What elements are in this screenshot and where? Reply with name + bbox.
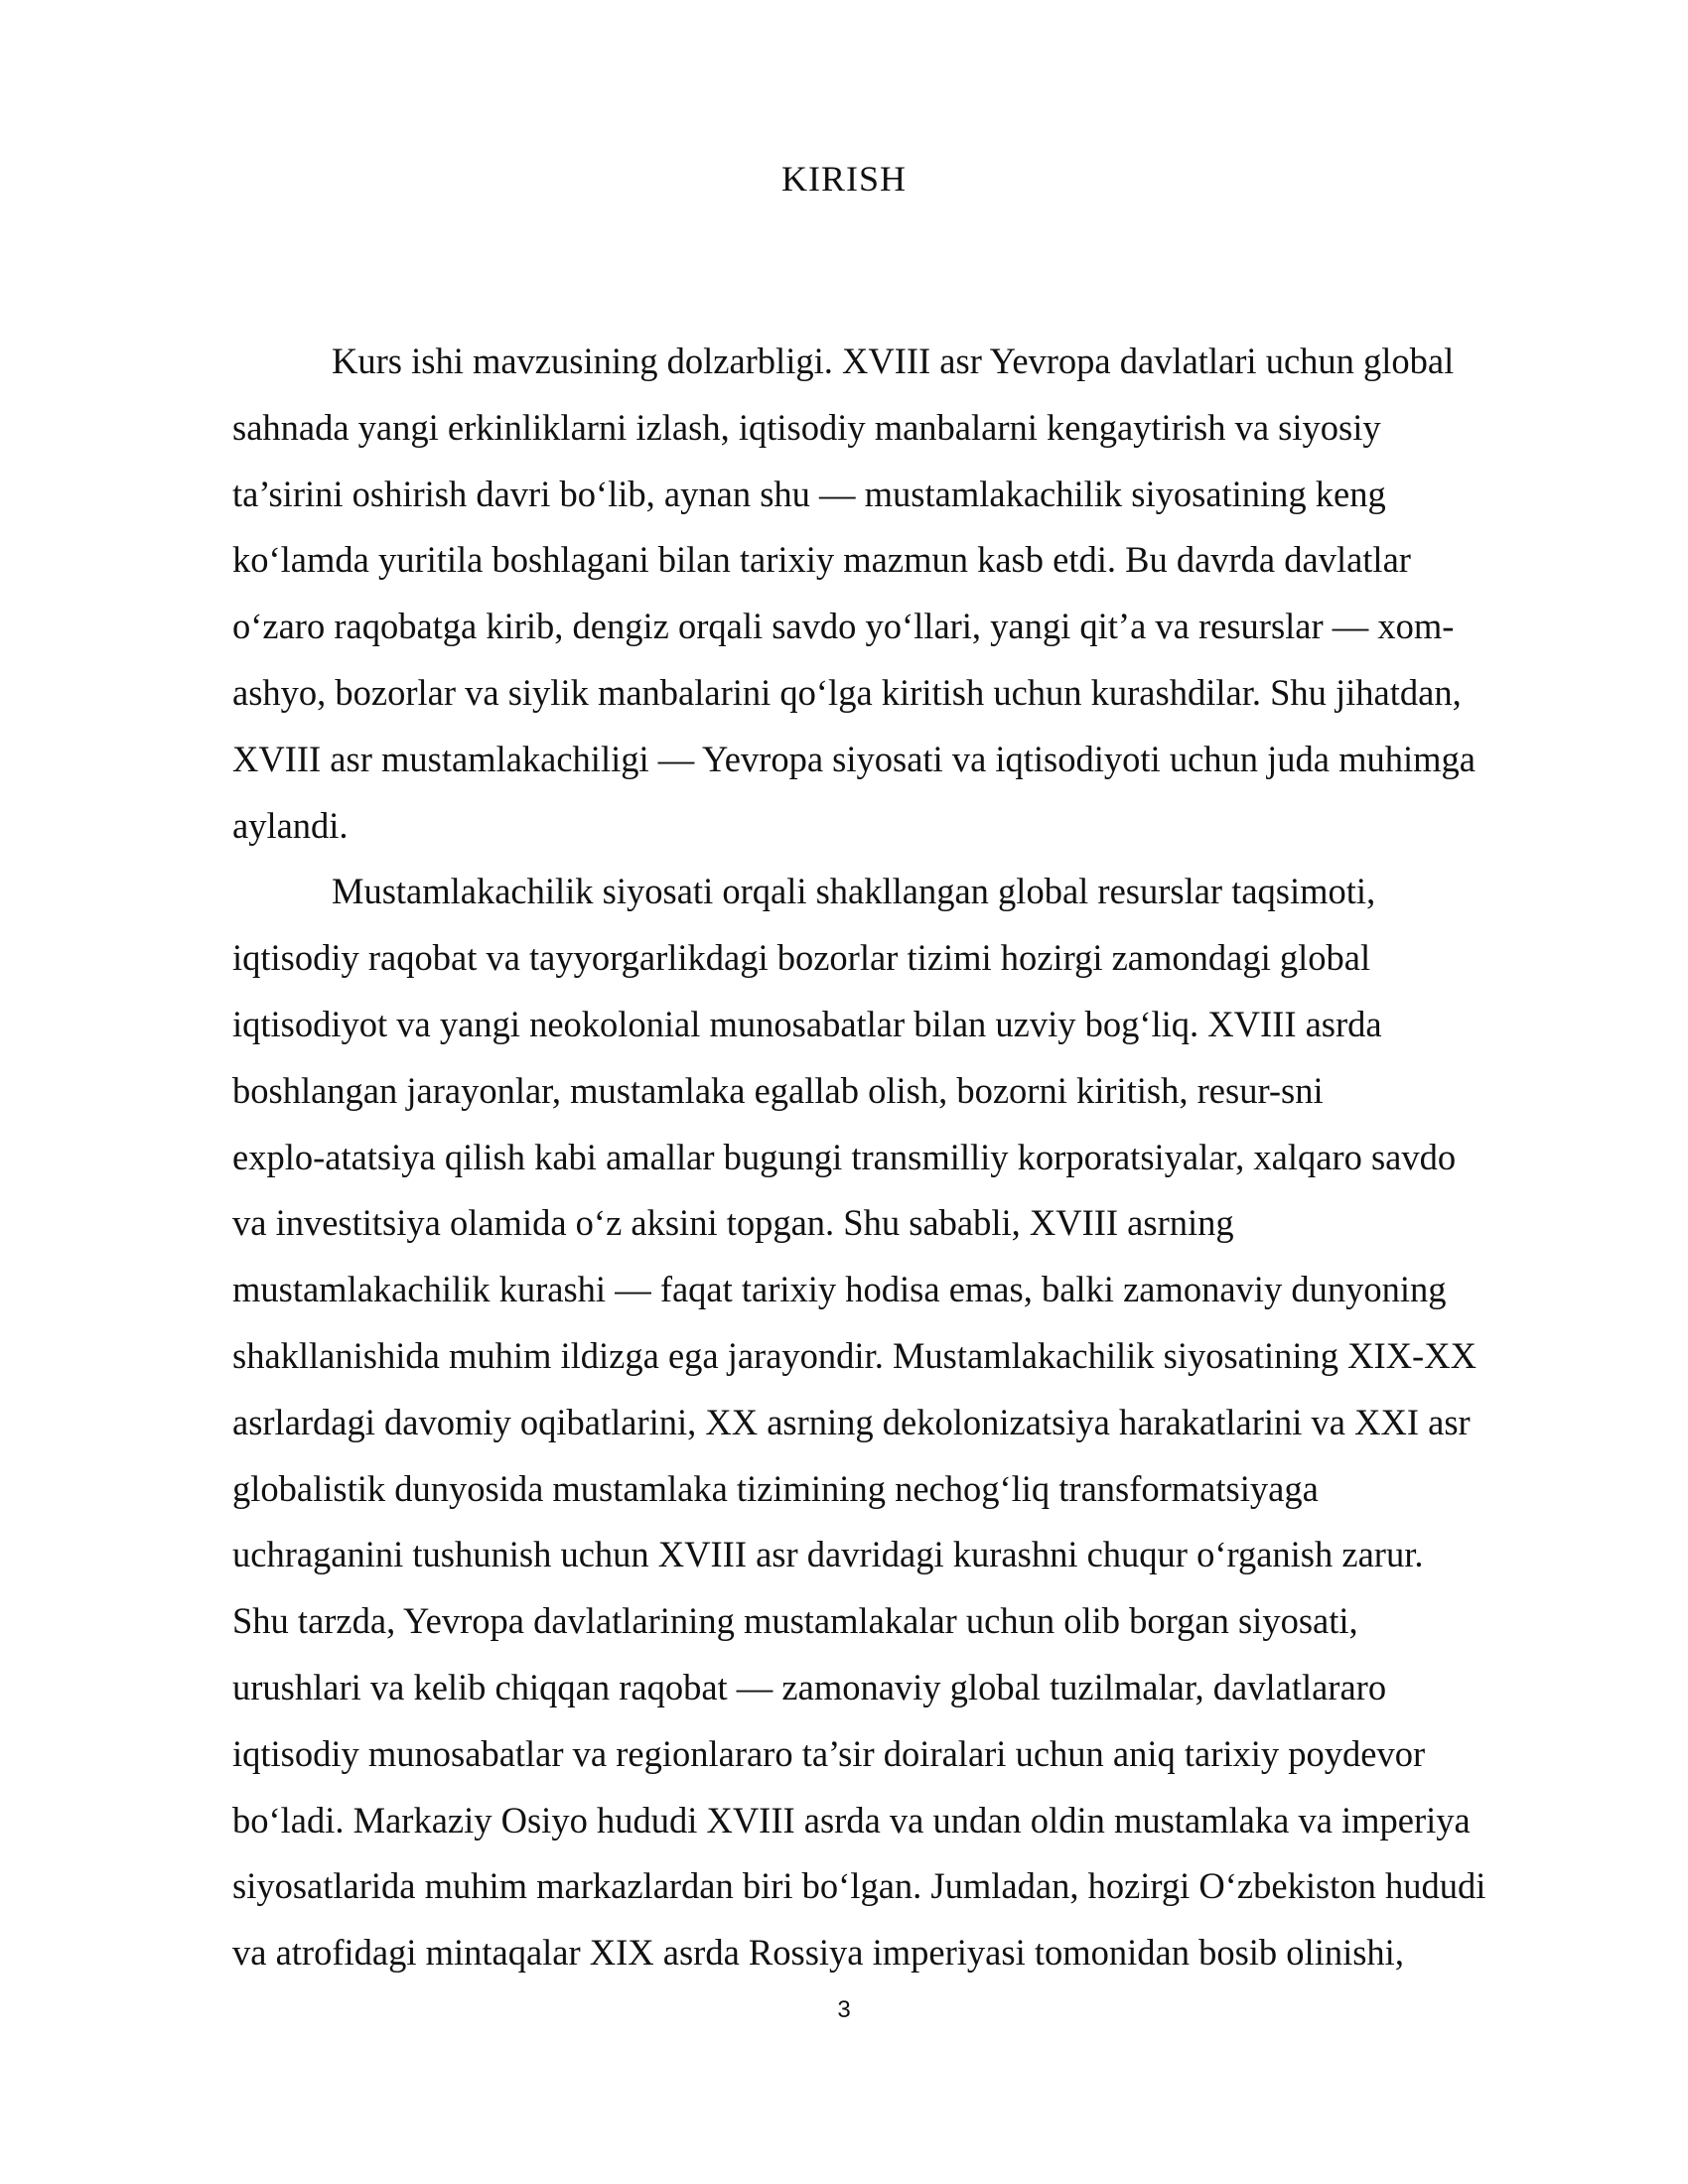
text-line: mustamlakachilik kurashi — faqat tarixiy hodisa emas, balki zamonaviy dunyoning xyxy=(232,1269,1447,1310)
text-line: shakllanishida muhim ildizga ega jarayondir. Mustamlakachilik siyosatining XIX-XX xyxy=(232,1334,1477,1376)
text-line: globalistik dunyosida mustamlaka tizimining nechog‘liq transformatsiyaga xyxy=(232,1467,1319,1509)
text-line: siyosatlarida muhim markazlardan biri bo‘lgan. Jumladan, hozirgi O‘zbekiston hududi xyxy=(232,1865,1486,1907)
text-line: iqtisodiy munosabatlar va regionlararo ta’sir doiralari uchun aniq tarixiy poydevor xyxy=(232,1732,1426,1774)
text-line: ashyo, bozorlar va siylik manbalarini qo‘lga kiritish uchun kurashdilar. Shu jihatdan, xyxy=(232,671,1462,713)
text-line: boshlangan jarayonlar, mustamlaka egallab olish, bozorni kiritish, resur-sni xyxy=(232,1069,1324,1111)
text-line: asrlardagi davomiy oqibatlarini, XX asrning dekolonizatsiya harakatlarini va XXI asr xyxy=(232,1401,1471,1442)
text-line: Kurs ishi mavzusining dolzarbligi. XVIII asr Yevropa davlatlari uchun global xyxy=(332,341,1455,381)
text-line: sahnada yangi erkinliklarni izlash, iqtisodiy manbalarni kengaytirish va siyosiy xyxy=(232,406,1381,448)
text-line: explo-atatsiya qilish kabi amallar bugungi transmilliy korporatsiyalar, xalqaro savdo xyxy=(232,1136,1457,1177)
text-line: va atrofidagi mintaqalar XIX asrda Rossiya imperiyasi tomonidan bosib olinishi, xyxy=(232,1932,1404,1974)
text-line: ko‘lamda yuritila boshlagani bilan tarixiy mazmun kasb etdi. Bu davrda davlatlar xyxy=(232,539,1411,581)
page-heading: KIRISH xyxy=(780,159,907,199)
text-line: iqtisodiy raqobat va tayyorgarlikdagi bozorlar tizimi hozirgi zamondagi global xyxy=(232,937,1371,979)
text-line: urushlari va kelib chiqqan raqobat — zamonaviy global tuzilmalar, davlatlararo xyxy=(232,1666,1387,1707)
page-number: 3 xyxy=(837,1996,851,2023)
text-line: XVIII asr mustamlakachiligi — Yevropa siyosati va iqtisodiyoti uchun juda muhimga xyxy=(232,738,1476,779)
text-line: aylandi. xyxy=(232,804,349,846)
body-text xyxy=(232,329,1567,1986)
text-line: iqtisodiyot va yangi neokolonial munosabatlar bilan uzviy bog‘liq. XVIII asrda xyxy=(232,1003,1382,1044)
text-line: o‘zaro raqobatga kirib, dengiz orqali savdo yo‘llari, yangi qit’a va resurslar — xom- xyxy=(232,606,1455,647)
text-line: va investitsiya olamida o‘z aksini topgan. Shu sababli, XVIII asrning xyxy=(232,1202,1234,1244)
text-line: bo‘ladi. Markaziy Osiyo hududi XVIII asrda va undan oldin mustamlaka va imperiya xyxy=(232,1799,1471,1841)
text-line: ta’sirini oshirish davri bo‘lib, aynan shu — mustamlakachilik siyosatining keng xyxy=(232,473,1386,514)
text-line: uchraganini tushunish uchun XVIII asr davridagi kurashni chuqur o‘rganish zarur. xyxy=(232,1534,1424,1575)
text-line: Mustamlakachilik siyosati orqali shakllangan global resurslar taqsimoti, xyxy=(332,871,1376,912)
text-line: Shu tarzda, Yevropa davlatlarining mustamlakalar uchun olib borgan siyosati, xyxy=(232,1600,1358,1642)
